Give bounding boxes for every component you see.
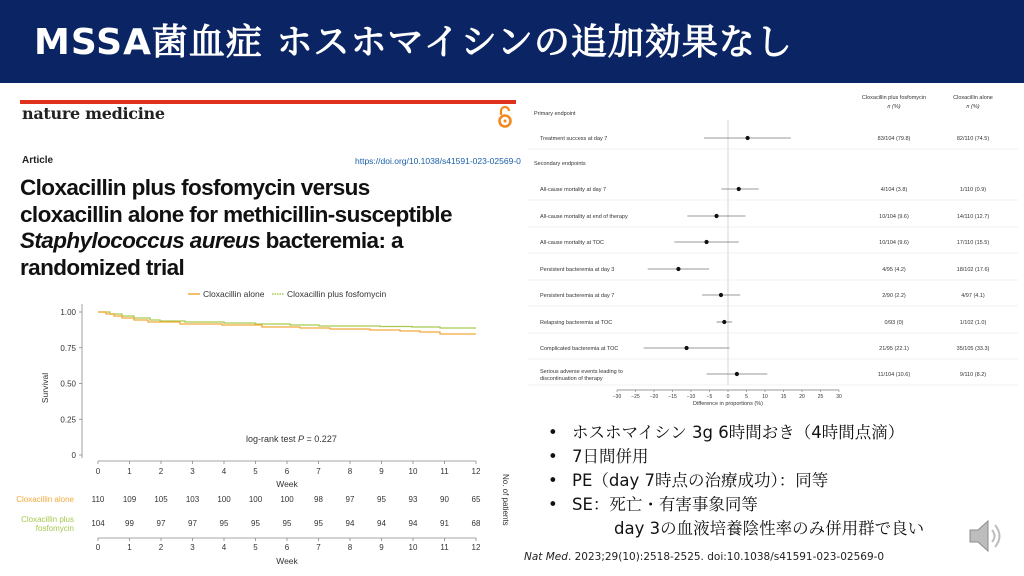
risk-cell-alone: 100 [248,495,263,504]
risk-cell-alone: 95 [377,495,386,504]
km-curve-fosfo [98,312,476,328]
risk-table-label: No. of patients [501,474,510,526]
forest-cell-fosfo: 21/95 (22.1) [879,346,909,352]
km-x-tick-label: 1 [127,467,132,476]
km-x-tick-label: 4 [221,467,227,476]
paper-title-line: Cloxacillin plus fosfomycin versus [20,175,370,200]
km-x-tick-label: 11 [440,467,449,476]
article-label: Article [22,155,54,166]
forest-cell-fosfo: 10/104 (9.6) [879,214,909,220]
risk-x-tick-label: 9 [379,543,384,552]
km-x-tick-label: 6 [284,467,290,476]
risk-x-tick-label: 7 [316,543,321,552]
forest-x-tick-label: 5 [745,394,748,400]
risk-row-name-fosfo-1: Cloxacillin plus [21,515,74,524]
bullet-marker: • [548,471,558,490]
forest-row-label: All-cause mortality at end of therapy [540,214,628,220]
risk-cell-alone: 110 [91,495,105,504]
forest-col-sub-fosfo: n (%) [887,104,901,110]
forest-x-tick-label: −25 [631,394,640,400]
paper-title-rest: bacteremia: a [260,228,403,253]
risk-cell-fosfo: 97 [188,519,197,528]
citation-journal: Nat Med [524,551,568,563]
km-y-tick-label: 1.00 [60,308,76,317]
bullet-list [548,421,924,541]
forest-x-tick-label: −5 [706,394,713,400]
risk-cell-alone: 90 [440,495,449,504]
risk-cell-fosfo: 95 [219,519,229,528]
forest-cell-fosfo: 83/104 (79.8) [877,136,911,142]
paper-title [20,175,520,281]
risk-row-name-alone: Cloxacillin alone [16,495,74,504]
forest-plot [528,90,1018,410]
km-x-tick-label: 2 [158,467,164,476]
risk-cell-fosfo: 94 [377,519,386,528]
bullet-continuation: day 3の血液培養陰性率のみ併用群で良い [614,519,925,538]
km-x-tick-label: 7 [316,467,321,476]
km-y-tick-label: 0.50 [60,379,76,389]
km-x-tick-label: 12 [471,467,481,476]
forest-cell-alone: 1/102 (1.0) [959,320,987,326]
slide-title: MSSA菌血症 ホスホマイシンの追加効果なし [34,22,793,63]
risk-cell-fosfo: 104 [91,519,105,528]
forest-point-estimate [676,267,680,271]
citation-rest: . 2023;29(10):2518-2525. doi:10.1038/s41591-023-02569-0 [567,551,885,563]
forest-point-estimate [684,346,688,350]
km-x-tick-label: 3 [190,467,195,476]
km-curve-alone [98,312,476,334]
bullet-item [548,445,924,469]
forest-cell-fosfo: 4/104 (3.8) [880,187,908,193]
forest-cell-alone: 17/110 (15.5) [956,240,990,246]
forest-row-label: Relapsing bacteremia at TOC [540,320,613,326]
forest-x-tick-label: 20 [799,394,805,400]
risk-x-tick-label: 8 [347,543,353,552]
bullet-marker: • [548,423,558,442]
forest-cell-alone: 9/110 (8.2) [959,372,987,378]
forest-row-label: Persistent bacteremia at day 7 [540,293,615,299]
km-x-tick-label: 8 [347,467,353,476]
risk-cell-fosfo: 95 [314,519,323,528]
km-x-label: Week [276,479,298,489]
forest-cell-alone: 4/97 (4.1) [961,293,985,299]
title-bar [0,0,1024,83]
forest-row-label: Persistent bacteremia at day 3 [540,267,615,273]
forest-x-tick-label: 25 [817,394,824,400]
risk-cell-fosfo: 68 [471,519,481,528]
bullet-item [548,493,924,517]
km-y-tick-label: 0.75 [60,343,76,353]
risk-cell-alone: 93 [408,495,418,504]
kaplan-meier-figure [0,280,520,576]
bullet-text: ホスホマイシン 3g 6時間おき（4時間点滴） [572,423,905,442]
forest-x-tick-label: 30 [836,394,842,400]
forest-cell-fosfo: 4/95 (4.2) [882,267,906,273]
paper-title-line [20,228,520,255]
forest-x-tick-label: −30 [612,394,622,400]
km-x-tick-label: 5 [253,467,258,476]
risk-cell-fosfo: 99 [125,519,134,528]
risk-row-name-fosfo-2: fosfomycin [35,524,74,533]
forest-cell-fosfo: 10/104 (9.6) [879,240,909,246]
risk-cell-alone: 65 [471,495,481,504]
doi-link[interactable]: https://doi.org/10.1038/s41591-023-02569-0 [355,156,521,166]
risk-cell-fosfo: 95 [282,519,292,528]
risk-x-tick-label: 12 [471,543,481,552]
km-x-tick-label: 0 [95,467,101,476]
risk-cell-alone: 103 [185,495,200,504]
risk-x-label: Week [276,556,298,566]
legend-label-fosfo: Cloxacillin plus fosfomycin [287,289,387,299]
forest-x-label: Difference in proportions (%) [693,401,763,407]
forest-point-estimate [704,240,708,244]
risk-x-tick-label: 2 [158,543,164,552]
forest-row-label: All-cause mortality at TOC [540,240,604,246]
risk-x-tick-label: 3 [190,543,195,552]
forest-row-label: Serious adverse events leading to [540,369,623,375]
legend-label-alone: Cloxacillin alone [203,289,265,299]
paper-title-organism: Staphylococcus aureus [20,228,260,253]
bullet-marker: • [548,495,558,514]
risk-cell-fosfo: 94 [345,519,355,528]
speaker-icon[interactable] [968,516,1002,556]
km-y-tick-label: 0.25 [60,415,76,425]
km-x-tick-label: 10 [408,467,418,476]
forest-section-primary: Primary endpoint [534,111,576,117]
bullet-text: 7日間併用 [572,447,649,466]
risk-x-tick-label: 0 [95,543,101,552]
forest-point-estimate [735,372,739,376]
risk-cell-fosfo: 95 [251,519,260,528]
risk-cell-alone: 100 [280,495,294,504]
paper-title-line: randomized trial [20,254,185,280]
risk-cell-alone: 105 [154,495,168,504]
km-y-tick-label: 0 [71,451,76,460]
forest-point-estimate [714,214,718,218]
citation [524,551,884,563]
forest-cell-alone: 82/110 (74.5) [956,136,990,142]
forest-row-label: discontinuation of therapy [540,376,603,382]
journal-logo: nature medicine [22,104,165,123]
bullet-marker: • [548,447,558,466]
forest-cell-alone: 14/110 (12.7) [956,214,990,220]
bullet-text: PE（day 7時点の治療成功）：同等 [572,471,829,490]
forest-cell-fosfo: 0/93 (0) [884,320,904,326]
risk-cell-alone: 109 [122,495,137,504]
forest-col-header-alone: Cloxacillin alone [953,95,993,101]
risk-x-tick-label: 5 [253,543,258,552]
bullet-text: SE：死亡・有害事象同等 [572,495,758,514]
risk-x-tick-label: 6 [284,543,290,552]
km-x-tick-label: 9 [379,467,384,476]
risk-cell-fosfo: 91 [440,519,449,528]
risk-cell-alone: 100 [217,495,231,504]
forest-point-estimate [737,187,741,191]
forest-cell-alone: 1/110 (0.9) [959,187,987,193]
forest-x-tick-label: −15 [668,394,677,400]
paper-title-line: cloxacillin alone for methicillin-susceptible [20,201,452,227]
risk-cell-alone: 98 [314,495,323,504]
risk-x-tick-label: 11 [440,543,449,552]
bullet-item [548,469,924,493]
forest-row-label: All-cause mortality at day 7 [540,187,607,193]
forest-x-tick-label: 0 [726,394,730,400]
risk-cell-alone: 97 [345,495,355,504]
risk-cell-fosfo: 94 [408,519,418,528]
logrank-test-text: log-rank test P = 0.227 [246,434,337,444]
forest-x-tick-label: −10 [686,394,696,400]
open-access-icon [497,106,513,128]
forest-x-tick-label: 15 [780,394,787,400]
forest-point-estimate [746,136,750,140]
forest-cell-fosfo: 11/104 (10.6) [877,372,911,378]
forest-row-label: Complicated bacteremia at TOC [540,346,619,352]
forest-cell-alone: 18/102 (17.6) [956,267,990,273]
forest-x-tick-label: 10 [762,394,768,400]
forest-row-label: Treatment success at day 7 [540,136,608,142]
risk-x-tick-label: 4 [221,543,227,552]
forest-section-secondary: Secondary endpoints [534,161,586,167]
risk-cell-fosfo: 97 [156,519,166,528]
forest-cell-fosfo: 2/90 (2.2) [882,293,906,299]
forest-col-header-fosfo: Cloxacillin plus fosfomycin [861,95,927,101]
forest-point-estimate [719,293,723,297]
bullet-item [548,421,924,445]
forest-point-estimate [722,320,726,324]
forest-col-sub-alone: n (%) [966,104,980,110]
km-y-label: Survival [40,372,50,404]
forest-x-tick-label: −20 [649,394,659,400]
forest-cell-alone: 35/105 (33.3) [956,346,990,352]
risk-x-tick-label: 1 [127,543,132,552]
risk-x-tick-label: 10 [408,543,418,552]
